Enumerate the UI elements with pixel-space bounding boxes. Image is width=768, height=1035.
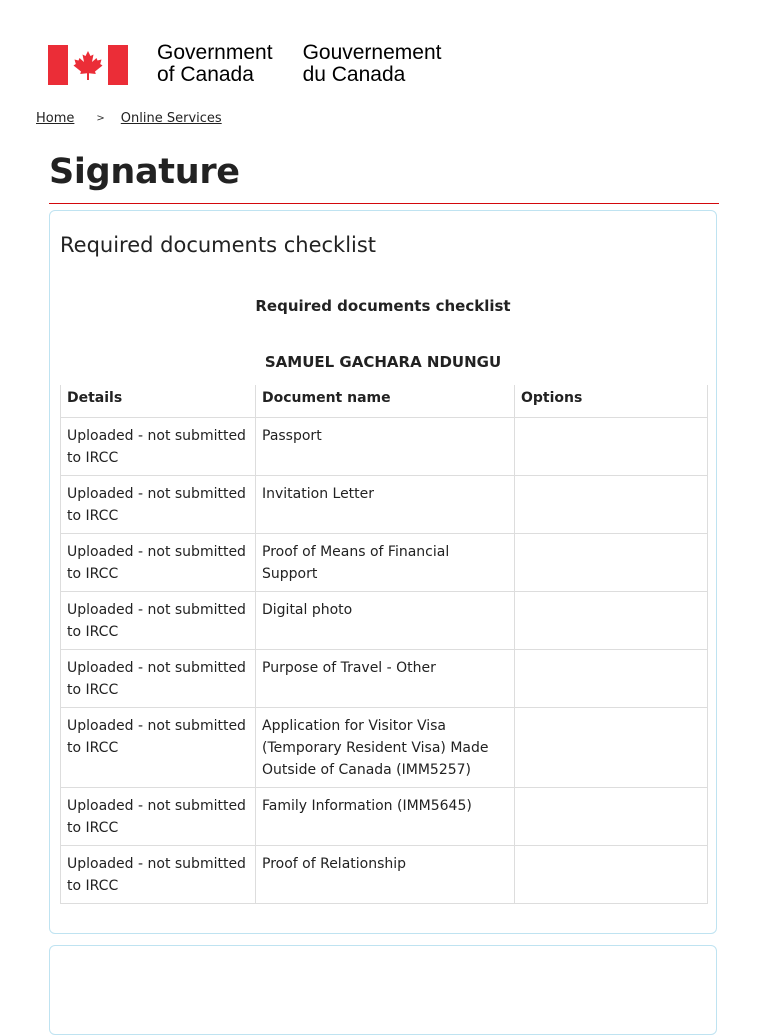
table-row (61, 708, 708, 788)
breadcrumb-separator: > (96, 113, 105, 124)
row-document-name: Digital photo (256, 592, 515, 650)
checklist-heading: Required documents checklist (60, 233, 377, 257)
row-options (515, 476, 708, 534)
row-document-name: Proof of Means of Financial Support (256, 534, 515, 592)
next-panel (49, 945, 717, 1035)
checklist-panel (49, 210, 717, 934)
wordmark-fr-line1: Gouvernement (302, 41, 442, 64)
table-row (61, 592, 708, 650)
row-options (515, 650, 708, 708)
table-row (61, 476, 708, 534)
row-details: Uploaded - not submitted to IRCC (61, 846, 256, 904)
row-details: Uploaded - not submitted to IRCC (61, 418, 256, 476)
table-row (61, 418, 708, 476)
wordmark-en-line2: of Canada (157, 63, 254, 86)
column-header-options: Options (515, 385, 708, 418)
row-document-name: Application for Visitor Visa (Temporary Resident Visa) Made Outside of Canada (IMM5257) (256, 708, 515, 788)
breadcrumb (36, 111, 222, 126)
table-header-row (61, 385, 708, 418)
documents-table (60, 385, 708, 904)
site-header (48, 42, 441, 88)
wordmark-french (303, 42, 442, 86)
table-row (61, 650, 708, 708)
row-options (515, 592, 708, 650)
column-header-details: Details (61, 385, 256, 418)
row-document-name: Family Information (IMM5645) (256, 788, 515, 846)
row-options (515, 418, 708, 476)
table-row (61, 788, 708, 846)
column-header-document-name: Document name (256, 385, 515, 418)
row-details: Uploaded - not submitted to IRCC (61, 650, 256, 708)
row-options (515, 708, 708, 788)
row-options (515, 846, 708, 904)
row-details: Uploaded - not submitted to IRCC (61, 788, 256, 846)
row-document-name: Passport (256, 418, 515, 476)
row-document-name: Purpose of Travel - Other (256, 650, 515, 708)
title-divider (49, 203, 719, 204)
wordmark-en-line1: Government (157, 41, 273, 64)
table-row (61, 534, 708, 592)
table-caption: Required documents checklist (255, 297, 511, 315)
row-options (515, 534, 708, 592)
wordmark-english (157, 42, 273, 86)
wordmark-fr-line2: du Canada (302, 63, 406, 86)
breadcrumb-home-link[interactable]: Home (36, 111, 75, 126)
page-title: Signature (49, 152, 240, 192)
row-options (515, 788, 708, 846)
row-details: Uploaded - not submitted to IRCC (61, 534, 256, 592)
row-details: Uploaded - not submitted to IRCC (61, 592, 256, 650)
table-row (61, 846, 708, 904)
row-document-name: Invitation Letter (256, 476, 515, 534)
breadcrumb-online-services-link[interactable]: Online Services (120, 111, 222, 126)
applicant-name: SAMUEL GACHARA NDUNGU (264, 353, 502, 371)
row-details: Uploaded - not submitted to IRCC (61, 708, 256, 788)
canada-flag-icon (48, 45, 128, 85)
row-details: Uploaded - not submitted to IRCC (61, 476, 256, 534)
row-document-name: Proof of Relationship (256, 846, 515, 904)
